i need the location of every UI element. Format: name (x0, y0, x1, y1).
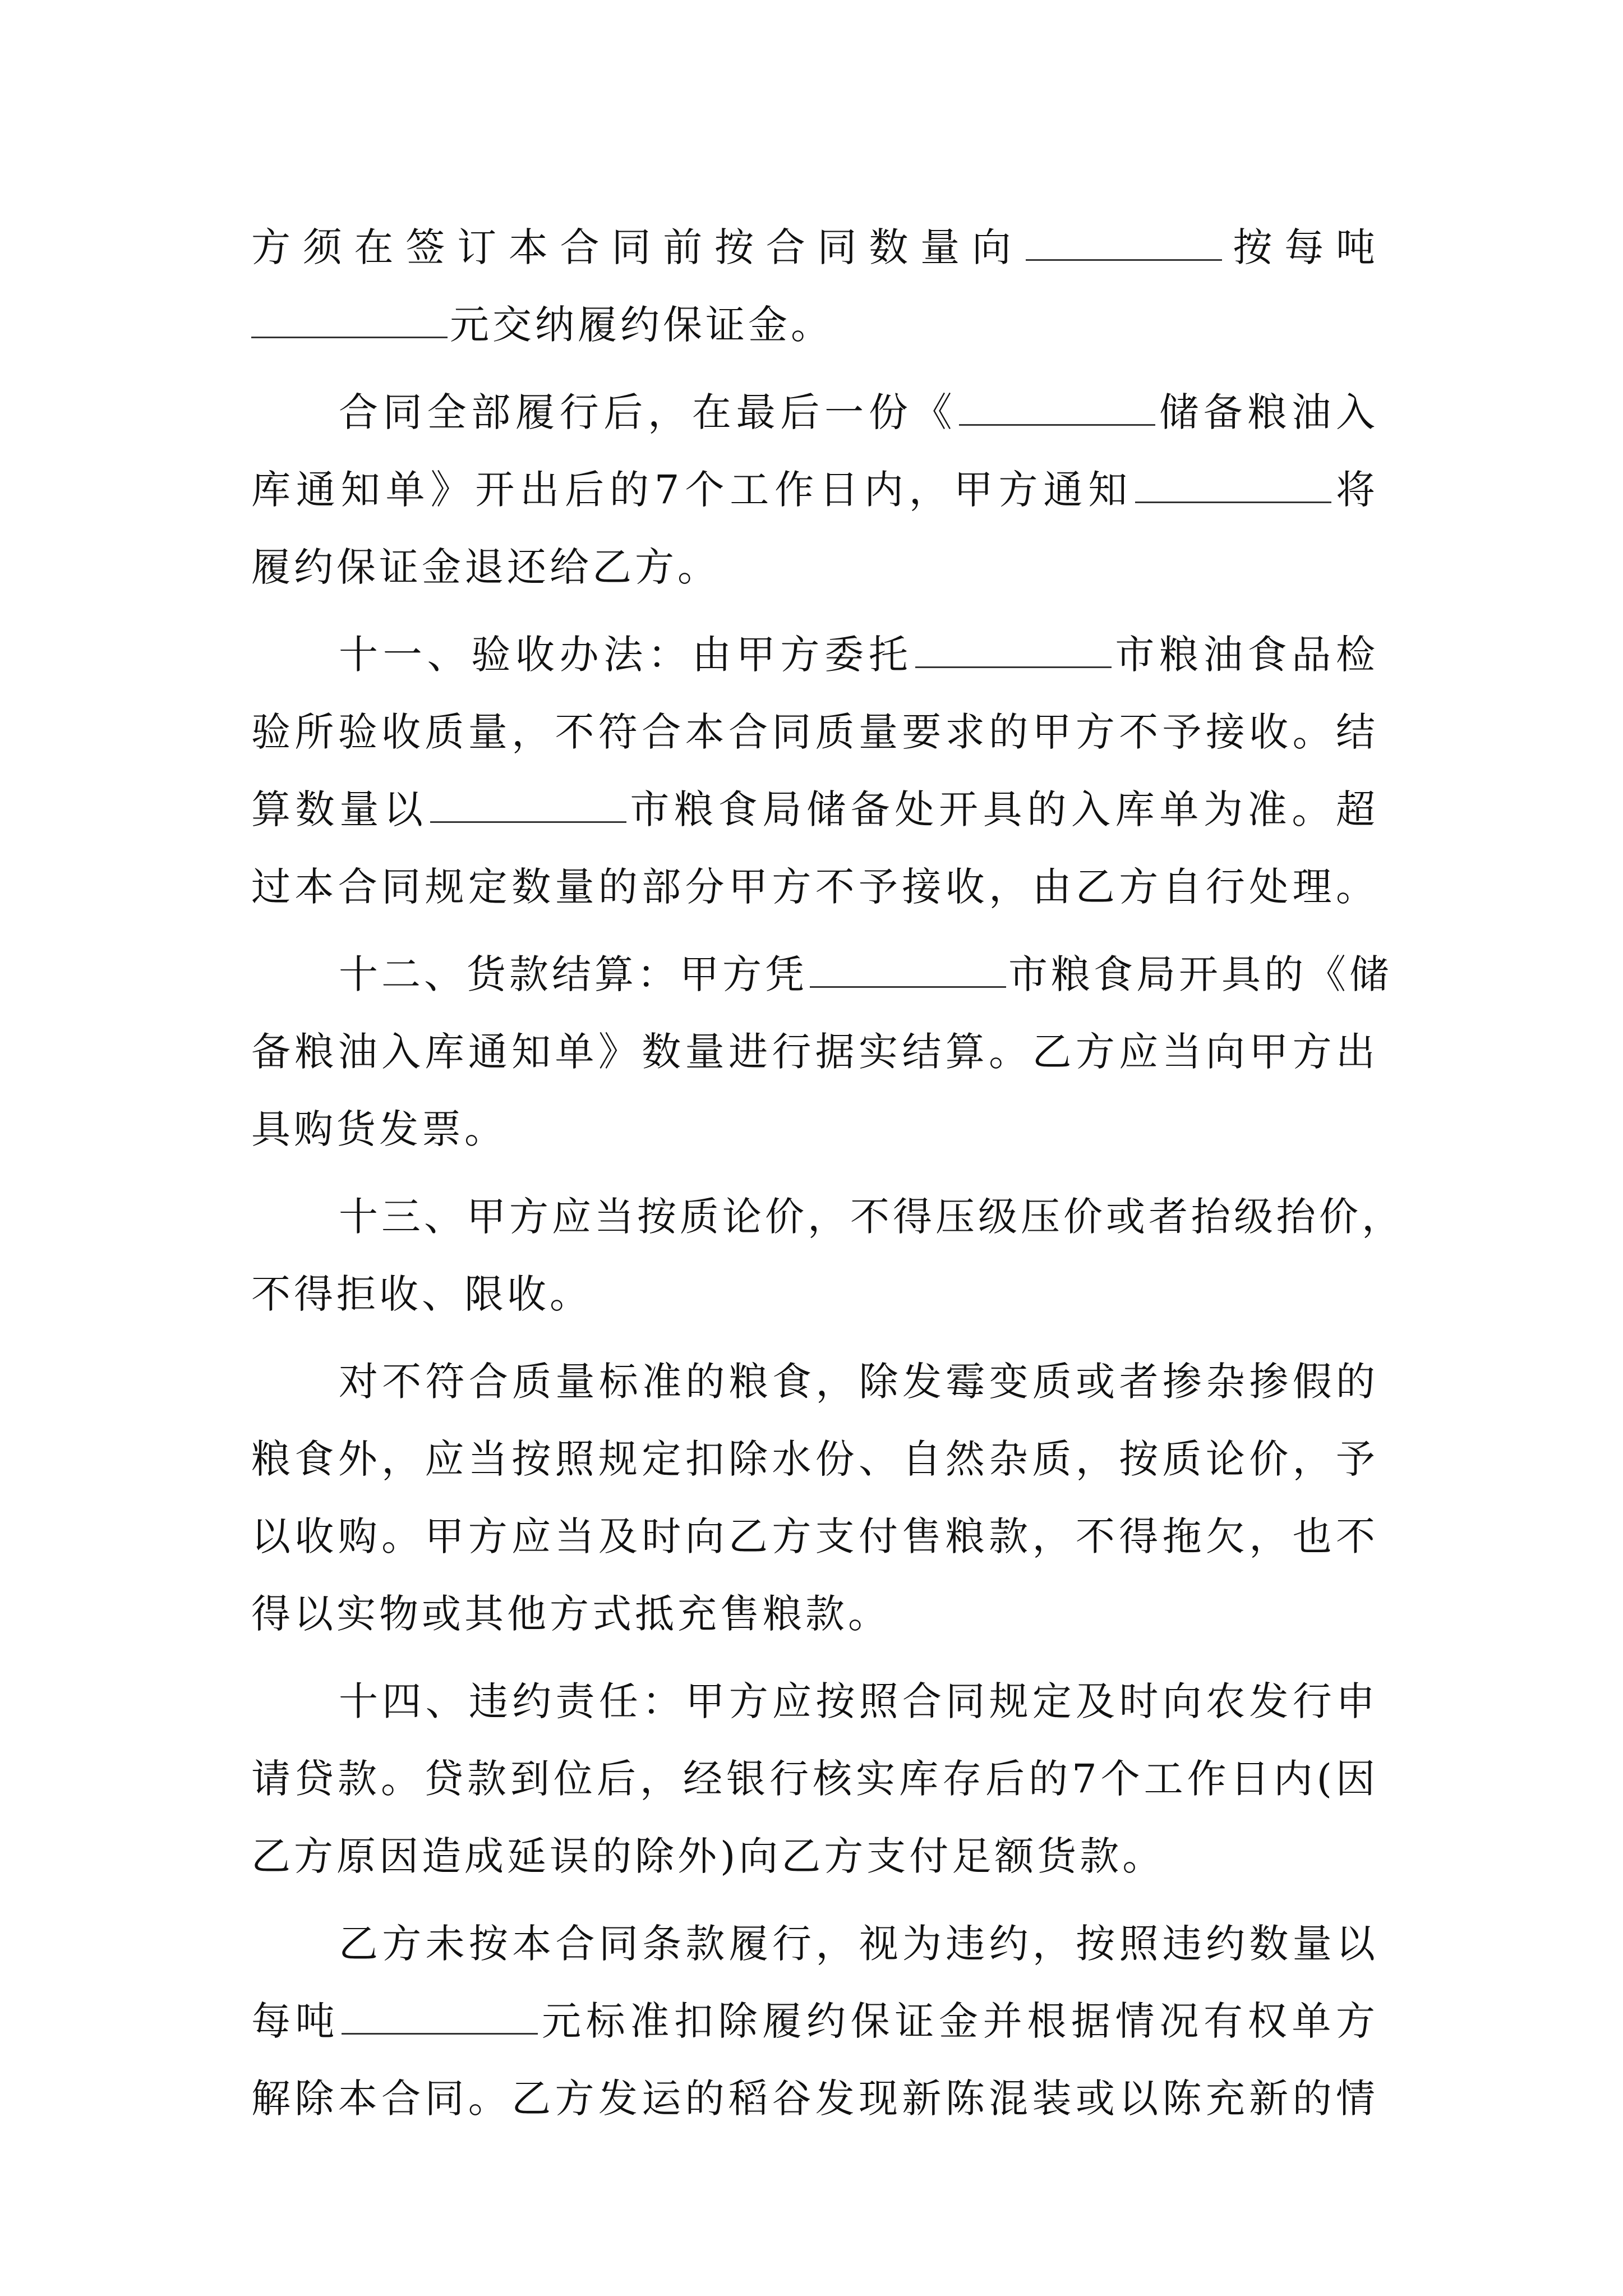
paragraph-first-line (251, 616, 1378, 693)
fill-in-blank (959, 390, 1155, 426)
text-segment: 元交纳履约保证金。 (450, 302, 833, 348)
text-segment: 履约保证金退还给乙方。 (251, 544, 720, 590)
text-segment: 市粮食局储备处开具的入库单为准。超 (628, 786, 1379, 832)
text-line (251, 451, 1378, 528)
text-segment: 不得拒收、限收。 (251, 1271, 592, 1317)
text-line (251, 286, 1378, 364)
text-segment: 备粮油入库通知单》数量进行据实结算。乙方应当向甲方出 (251, 1029, 1378, 1075)
text-segment: 库通知单》开出后的7个工作日内，甲方通知 (251, 467, 1133, 513)
text-segment: 具购货发票。 (251, 1106, 507, 1152)
text-line (251, 1982, 1378, 2060)
text-segment: 对不符合质量标准的粮食，除发霉变质或者掺杂掺假的 (339, 1359, 1378, 1405)
paragraph-first-line (251, 1663, 1378, 1740)
text-segment: 得以实物或其他方式抵充售粮款。 (251, 1591, 891, 1637)
text-segment: 解除本合同。乙方发运的稻谷发现新陈混装或以陈充新的情 (251, 2076, 1378, 2122)
document-body (251, 209, 1404, 2137)
fill-in-blank (1135, 468, 1331, 503)
text-segment: 储备粮油入 (1158, 389, 1379, 435)
text-segment: 算数量以 (251, 786, 428, 832)
text-line (251, 1091, 1378, 1168)
text-segment: 十三、甲方应当按质论价，不得压级压价或者抬级抬价， (339, 1194, 1404, 1240)
text-segment: 将 (1334, 467, 1378, 513)
text-line (251, 1818, 1378, 1895)
text-segment: 十四、违约责任：甲方应按照合同规定及时向农发行申 (339, 1678, 1378, 1724)
text-line (251, 693, 1378, 771)
text-line (251, 848, 1378, 926)
text-line (251, 1575, 1378, 1653)
fill-in-blank (810, 953, 1006, 988)
text-segment: 乙方原因造成延误的除外)向乙方支付足额货款。 (251, 1833, 1165, 1879)
fill-in-blank (915, 633, 1112, 668)
text-segment: 市粮油食品检 (1113, 632, 1378, 678)
text-segment: 以收购。甲方应当及时向乙方支付售粮款，不得拖欠，也不 (251, 1513, 1378, 1559)
text-line (251, 528, 1378, 606)
text-segment: 方须在签订本合同前按合同数量向 (251, 224, 1023, 270)
fill-in-blank (251, 303, 448, 338)
text-line (251, 1498, 1378, 1575)
text-segment: 十一、验收办法：由甲方委托 (339, 632, 913, 678)
text-line (251, 1740, 1378, 1818)
text-line (251, 1420, 1378, 1498)
text-line (251, 1013, 1378, 1091)
text-segment: 乙方未按本合同条款履行，视为违约，按照违约数量以 (339, 1921, 1378, 1967)
text-segment: 按每吨 (1224, 224, 1379, 270)
text-line (251, 771, 1378, 848)
text-segment: 十二、货款结算：甲方凭 (339, 951, 808, 997)
fill-in-blank (1026, 226, 1222, 261)
paragraph-first-line (251, 1905, 1378, 1982)
text-line (251, 1255, 1378, 1333)
text-segment: 过本合同规定数量的部分甲方不予接收，由乙方自行处理。 (251, 864, 1378, 910)
text-segment: 粮食外，应当按照规定扣除水份、自然杂质，按质论价，予 (251, 1436, 1378, 1482)
text-segment: 验所验收质量，不符合本合同质量要求的甲方不予接收。结 (251, 709, 1378, 755)
paragraph-first-line (251, 1178, 1404, 1255)
paragraph-first-line (251, 374, 1378, 451)
text-segment: 市粮食局开具的《储 (1008, 951, 1392, 997)
text-segment: 每吨 (251, 1998, 340, 2044)
text-segment: 请贷款。贷款到位后，经银行核实库存后的7个工作日内(因 (251, 1756, 1378, 1802)
text-line (251, 209, 1378, 286)
text-segment: 合同全部履行后，在最后一份《 (339, 389, 957, 435)
text-line (251, 2060, 1378, 2137)
paragraph-first-line (251, 936, 1392, 1013)
paragraph-first-line (251, 1343, 1378, 1420)
text-segment: 元标准扣除履约保证金并根据情况有权单方 (540, 1998, 1379, 2044)
fill-in-blank (342, 1999, 538, 2035)
fill-in-blank (430, 788, 626, 823)
